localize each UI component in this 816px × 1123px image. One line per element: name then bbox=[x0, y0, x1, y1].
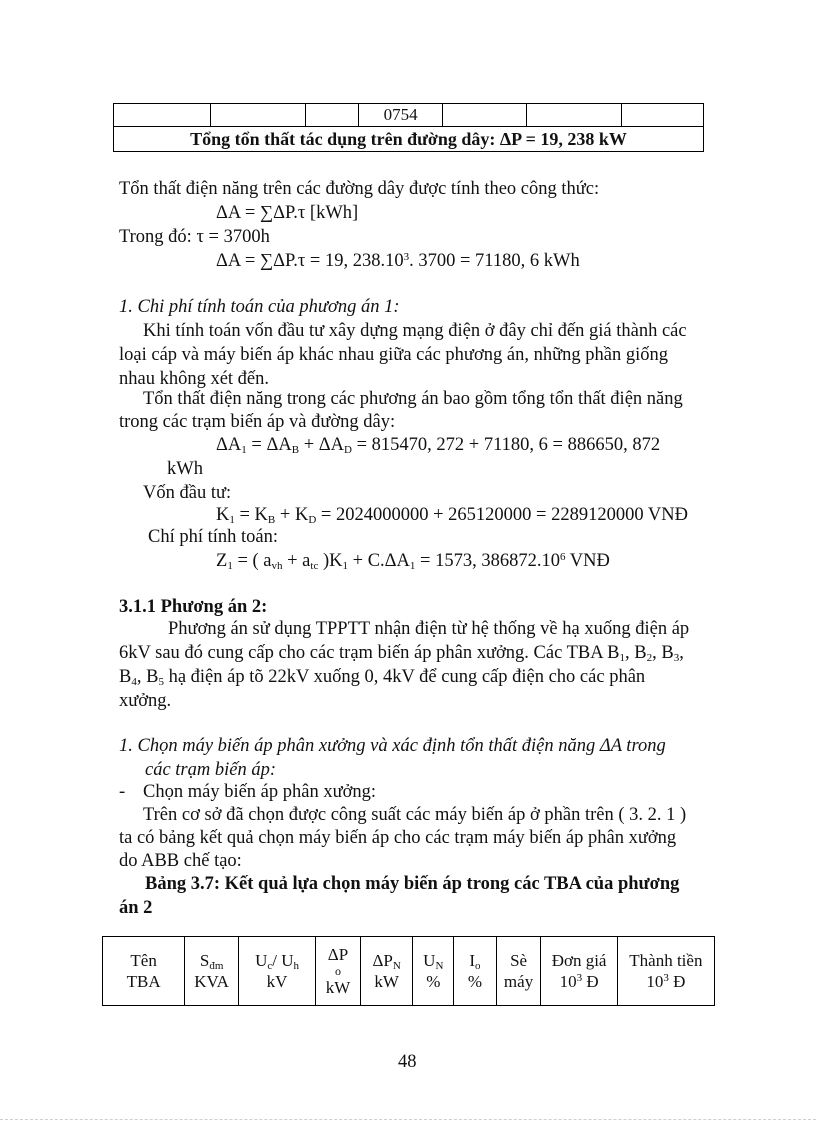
formula-part: + K bbox=[275, 505, 309, 525]
header-cell-unit-price bbox=[541, 937, 617, 1006]
paragraph-line: trong các trạm biến áp và đường dây: bbox=[119, 412, 396, 432]
table-caption: Bảng 3.7: Kết quả lựa chọn máy biến áp trong các TBA của phương bbox=[145, 874, 680, 894]
formula-line bbox=[216, 549, 610, 573]
formula-sub: tc bbox=[310, 560, 319, 572]
formula-sub: B bbox=[267, 514, 276, 526]
formula-sub: vh bbox=[271, 560, 283, 572]
unit-text: kWh bbox=[167, 459, 203, 479]
table-cell bbox=[114, 104, 211, 127]
formula-part: K bbox=[216, 505, 230, 525]
formula-sub: 1 bbox=[342, 560, 349, 572]
formula-sup: 3 bbox=[403, 251, 410, 263]
formula-part: + C.ΔA bbox=[348, 551, 410, 571]
paragraph-line: nhau không xét đến. bbox=[119, 369, 270, 389]
header-cell-dp0 bbox=[316, 937, 361, 1006]
text-sub: 4 bbox=[131, 676, 137, 688]
formula-part: + a bbox=[282, 551, 311, 571]
paragraph-line: ta có bảng kết quả chọn máy biến áp cho các trạm máy biến áp phân xưởng bbox=[119, 828, 677, 848]
table-cell bbox=[526, 104, 621, 127]
formula-part: = 1573, 386872.10 bbox=[415, 551, 560, 571]
header-text: TBA bbox=[126, 972, 161, 991]
header-text: kW bbox=[325, 978, 351, 997]
table-cell: 0754 bbox=[359, 104, 442, 127]
header-text: $U_c/$ $U_h$ bbox=[255, 951, 299, 972]
header-text: $S_{đm}$ bbox=[199, 951, 224, 972]
text-part: , bbox=[679, 643, 684, 663]
formula-sub: D bbox=[308, 514, 317, 526]
text-part: , B bbox=[652, 643, 674, 663]
formula-sub: 1 bbox=[241, 444, 247, 456]
section-heading: 1. Chọn máy biến áp phân xưởng và xác định tổn thất điện năng ΔA trong bbox=[119, 736, 666, 756]
paragraph-line: Phương án sử dụng TPPTT nhận điện từ hệ thống về hạ xuống điện áp bbox=[168, 619, 690, 639]
paragraph-line: Tổn thất điện năng trên các đường dây được tính theo công thức: bbox=[119, 179, 600, 199]
page-bottom-divider bbox=[0, 1119, 816, 1120]
top-table bbox=[113, 103, 704, 152]
formula-line bbox=[216, 503, 688, 527]
paragraph-line: xưởng. bbox=[119, 691, 172, 711]
paragraph-line: do ABB chế tạo: bbox=[119, 851, 242, 871]
formula-sub: 1 bbox=[227, 560, 233, 572]
header-text: o bbox=[334, 964, 341, 978]
formula-part: Z bbox=[216, 551, 228, 571]
paragraph-line bbox=[119, 641, 684, 665]
paragraph-line: Trên cơ sở đã chọn được công suất các máy biến áp ở phần trên ( 3. 2. 1 ) bbox=[143, 805, 687, 825]
formula-line bbox=[216, 249, 580, 273]
formula-sub: D bbox=[344, 444, 352, 456]
table-caption: án 2 bbox=[119, 898, 153, 918]
table-row bbox=[114, 104, 704, 127]
header-text: $10^3$ Đ bbox=[559, 972, 599, 991]
formula-line: ΔA = ∑ΔP.τ [kWh] bbox=[216, 203, 359, 223]
text-sub: 3 bbox=[673, 652, 680, 664]
formula-line bbox=[216, 433, 660, 457]
paragraph-line: loại cáp và máy biến áp khác nhau giữa các phương án, những phần giống bbox=[119, 345, 668, 365]
text-part: , B bbox=[625, 643, 647, 663]
formula-part: = 815470, 272 + 71180, 6 = 886650, 872 bbox=[351, 435, 661, 455]
header-text: $U_N$ bbox=[423, 951, 444, 972]
text-sub: 5 bbox=[158, 676, 164, 688]
formula-part: . 3700 = 71180, 6 kWh bbox=[409, 251, 580, 271]
page-number: 48 bbox=[398, 1052, 417, 1072]
table-header-row bbox=[103, 937, 715, 1006]
section-heading: các trạm biến áp: bbox=[145, 760, 277, 780]
header-cell-count bbox=[496, 937, 541, 1006]
paragraph-line: Trong đó: τ = 3700h bbox=[119, 227, 270, 247]
label-text: Chí phí tính toán: bbox=[148, 527, 279, 547]
formula-sub: 1 bbox=[409, 560, 416, 572]
total-loss-cell: Tổng tổn thất tác dụng trên đường dây: ΔP = 19, 238 kW bbox=[114, 127, 704, 152]
header-cell-dpn bbox=[360, 937, 413, 1006]
formula-sub: 1 bbox=[229, 514, 235, 526]
header-text: % bbox=[426, 972, 441, 991]
header-text: KVA bbox=[194, 972, 229, 991]
transformer-table bbox=[102, 936, 715, 1006]
bullet-dash: - bbox=[119, 782, 126, 802]
header-text: máy bbox=[503, 972, 534, 991]
text-sub: 2 bbox=[646, 652, 653, 664]
table-total-row bbox=[114, 127, 704, 152]
table-cell bbox=[210, 104, 305, 127]
formula-part: )K bbox=[318, 551, 343, 571]
header-text: $\Delta P_N$ bbox=[372, 951, 401, 972]
text-part: hạ điện áp tõ 22kV xuống 0, 4kV để cung cấp điện cho các phân bbox=[163, 667, 646, 687]
header-cell-name bbox=[103, 937, 185, 1006]
formula-part: + ΔA bbox=[299, 435, 345, 455]
formula-part: = 2024000000 + 265120000 = 2289120000 VNĐ bbox=[316, 505, 688, 525]
paragraph-line: Khi tính toán vốn đầu tư xây dựng mạng điện ở đây chỉ đến giá thành các bbox=[143, 321, 687, 341]
header-text: kV bbox=[266, 972, 288, 991]
header-text: kW bbox=[374, 972, 399, 991]
header-text: % bbox=[467, 972, 482, 991]
label-text: Vốn đầu tư: bbox=[143, 483, 232, 503]
text-part: 6kV sau đó cung cấp cho các trạm biến áp phân xưởng. Các TBA B bbox=[119, 643, 620, 663]
header-cell-un bbox=[413, 937, 454, 1006]
header-cell-rating bbox=[185, 937, 239, 1006]
formula-sup: 6 bbox=[559, 551, 566, 563]
header-text: Thành tiền bbox=[629, 951, 703, 970]
table-cell bbox=[442, 104, 526, 127]
header-cell-io bbox=[454, 937, 497, 1006]
text-part: , B bbox=[136, 667, 159, 687]
text-sub: 1 bbox=[619, 652, 626, 664]
formula-part: = ( a bbox=[232, 551, 272, 571]
section-heading: 1. Chi phí tính toán của phương án 1: bbox=[119, 297, 400, 317]
header-text: ΔP bbox=[327, 945, 349, 964]
paragraph-line bbox=[119, 665, 645, 689]
formula-part: ΔA bbox=[216, 435, 242, 455]
header-text: Tên bbox=[130, 951, 157, 970]
header-text: Sè bbox=[510, 951, 528, 970]
header-text: Đơn giá bbox=[551, 951, 607, 970]
header-cell-total-price bbox=[617, 937, 714, 1006]
formula-part: VNĐ bbox=[565, 551, 610, 571]
header-cell-voltage bbox=[238, 937, 315, 1006]
text-part: B bbox=[119, 667, 132, 687]
table-cell bbox=[305, 104, 358, 127]
header-text: $10^3$ Đ bbox=[646, 972, 686, 991]
paragraph-line: Tổn thất điện năng trong các phương án bao gồm tổng tổn thất điện năng bbox=[143, 389, 683, 409]
bullet-item: Chọn máy biến áp phân xưởng: bbox=[143, 782, 377, 802]
formula-part: ΔA = ∑ΔP.τ = 19, 238.10 bbox=[216, 251, 404, 271]
formula-part: = K bbox=[234, 505, 268, 525]
section-heading: 3.1.1 Phương án 2: bbox=[119, 597, 268, 617]
formula-sub: B bbox=[291, 444, 300, 456]
formula-part: = ΔA bbox=[246, 435, 292, 455]
header-text: $I_o$ bbox=[469, 951, 481, 972]
table-cell bbox=[621, 104, 703, 127]
